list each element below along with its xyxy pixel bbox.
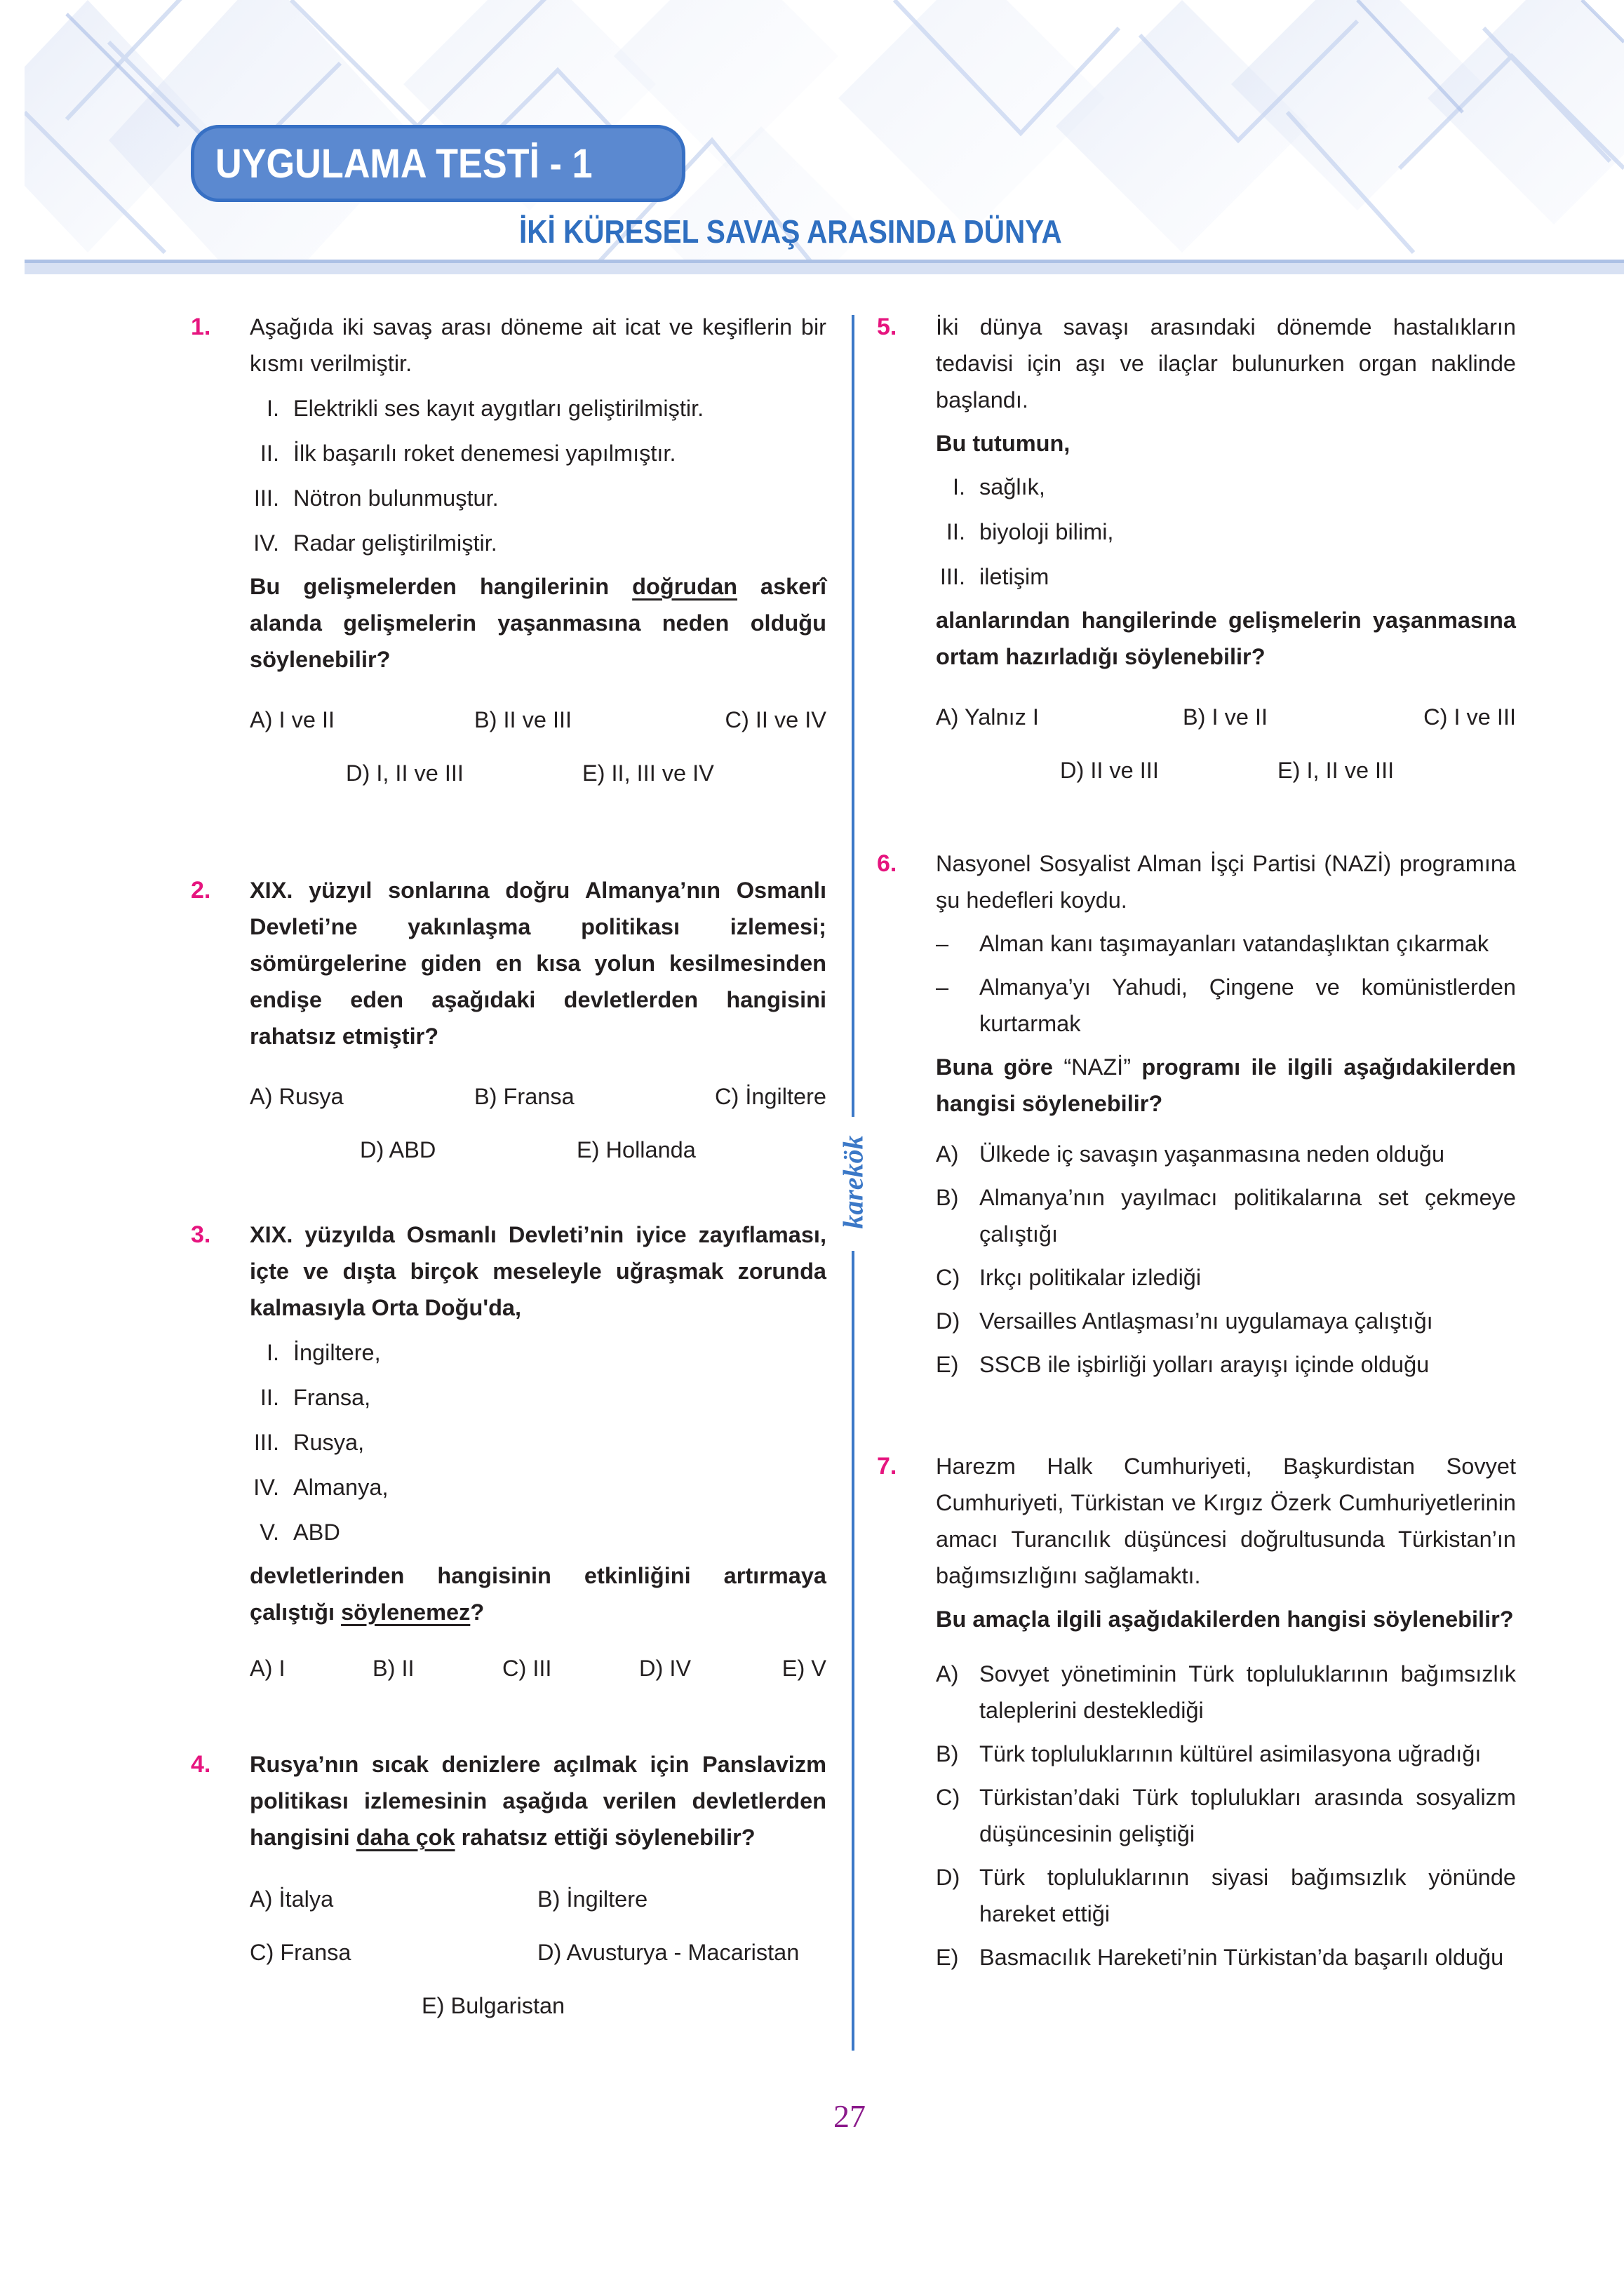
list-item: III. iletişim [939, 564, 1049, 589]
choice-c[interactable]: C) Türkistan’daki Türk toplulukları arasında sosyalizm düşüncesinin geliştiği [936, 1785, 1516, 1846]
choice-d[interactable]: D) ABD [360, 1137, 436, 1162]
list-item: I. İngiltere, [266, 1340, 381, 1365]
question-lead: Bu tutumun, [936, 431, 1071, 456]
answer-choices-row-1 [250, 1881, 826, 1934]
column-divider-bottom [852, 1251, 854, 2051]
test-title-badge [191, 125, 685, 202]
choice-a[interactable]: A) I ve II [250, 707, 335, 732]
question-number: 5. [877, 314, 897, 340]
answer-choices-row-3 [250, 1987, 826, 2041]
choice-b[interactable]: B) Fransa [474, 1084, 575, 1109]
choice-b[interactable]: B) I ve II [1183, 704, 1268, 730]
list-item: – Almanya’yı Yahudi, Çingene ve komünistlerden kurtarmak [936, 974, 1516, 1036]
page-number: 27 [833, 2098, 866, 2134]
answer-choices-row-2 [250, 755, 826, 808]
answer-choices-row-1 [936, 699, 1516, 752]
question-prompt: Rusya’nın sıcak denizlere açılmak için Panslavizm politikası izlemesinin aşağıda verilen devletlerden hangisini daha çok rahatsız ettiği söylenebilir? [250, 1752, 826, 1850]
choice-e[interactable]: E) I, II ve III [1277, 758, 1395, 783]
choice-a[interactable]: A) Yalnız I [936, 704, 1039, 730]
question-stem: İki dünya savaşı arasındaki dönemde hastalıkların tedavisi için aşı ve ilaçlar bulunurken organ naklinde başlandı. [936, 314, 1516, 413]
answer-choices-row-1 [250, 1650, 826, 1703]
list-item: I. Elektrikli ses kayıt aygıtları geliştirilmiştir. [266, 396, 704, 421]
side-label: karekök [837, 1135, 869, 1229]
choice-e[interactable]: E) Bulgaristan [422, 1993, 565, 2018]
list-item: II. Fransa, [260, 1385, 371, 1410]
choice-e[interactable]: E) SSCB ile işbirliği yolları arayışı içinde olduğu [936, 1352, 1430, 1377]
choice-b[interactable]: B) II ve III [474, 707, 572, 732]
question-stem: Aşağıda iki savaş arası döneme ait icat ve keşiflerin bir kısmı verilmiştir. [250, 314, 826, 376]
answer-choices-row-1 [250, 702, 826, 755]
choice-e[interactable]: E) Hollanda [577, 1137, 696, 1162]
question-stem: Nasyonel Sosyalist Alman İşçi Partisi (NAZİ) programına şu hedefleri koydu. [936, 851, 1516, 913]
choice-a[interactable]: A) Ülkede iç savaşın yaşanmasına neden olduğu [936, 1141, 1445, 1167]
choice-e[interactable]: E) Basmacılık Hareketi’nin Türkistan’da başarılı olduğu [936, 1945, 1504, 1970]
choice-c[interactable]: C) İngiltere [715, 1084, 826, 1109]
question-number: 1. [191, 314, 211, 340]
answer-choices-row-2 [250, 1934, 826, 1987]
question-number: 4. [191, 1751, 211, 1778]
choice-c[interactable]: C) III [502, 1656, 552, 1681]
question-prompt: Buna göre “NAZİ” programı ile ilgili aşağıdakilerden hangisi söylenebilir? [936, 1054, 1516, 1116]
list-item: – Alman kanı taşımayanları vatandaşlıktan çıkarmak [936, 931, 1489, 956]
question-prompt: Bu amaçla ilgili aşağıdakilerden hangisi söylenebilir? [936, 1607, 1514, 1632]
list-item: III. Rusya, [253, 1430, 365, 1455]
choice-a[interactable]: A) Rusya [250, 1084, 344, 1109]
question-prompt: XIX. yüzyıl sonlarına doğru Almanya’nın Osmanlı Devleti’ne yakınlaşma politikası izlemesi; sömürgelerine giden en kısa yolun kesilmesinden endişe eden aşağıdaki devletlerden hangisini rahatsız etmiştir? [250, 878, 826, 1049]
choice-d[interactable]: D) II ve III [1060, 758, 1159, 783]
choice-b[interactable]: B) İngiltere [537, 1886, 648, 1912]
question-number: 2. [191, 877, 211, 904]
question-prompt: devletlerinden hangisinin etkinliğini artırmaya çalıştığı söylenemez? [250, 1563, 826, 1625]
test-title: UYGULAMA TESTİ - 1 [215, 140, 593, 187]
question-number: 3. [191, 1221, 211, 1248]
choice-b[interactable]: B) Türk topluluklarının kültürel asimilasyona uğradığı [936, 1741, 1482, 1766]
list-item: III. Nötron bulunmuştur. [253, 485, 499, 511]
choice-d[interactable]: D) Türk topluluklarının siyasi bağımsızlık yönünde hareket ettiği [936, 1865, 1516, 1926]
choice-e[interactable]: E) V [781, 1656, 826, 1681]
header-band [25, 263, 1624, 274]
choice-c[interactable]: C) II ve IV [725, 707, 826, 732]
question-stem: XIX. yüzyılda Osmanlı Devleti’nin iyice zayıflaması, içte ve dışta birçok meseleyle uğraşmak zorunda kalmasıyla Orta Doğu'da, [250, 1222, 826, 1320]
question-prompt: alanlarından hangilerinde gelişmelerin yaşanmasına ortam hazırladığı söylenebilir? [936, 608, 1516, 669]
list-item: II. İlk başarılı roket denemesi yapılmıştır. [260, 441, 676, 466]
choice-a[interactable]: A) İtalya [250, 1886, 334, 1912]
choice-a[interactable]: A) Sovyet yönetiminin Türk topluluklarının bağımsızlık taleplerini desteklediği [936, 1661, 1516, 1723]
question-number: 6. [877, 850, 897, 877]
choice-d[interactable]: D) IV [639, 1656, 692, 1681]
choice-b[interactable]: B) Almanya’nın yayılmacı politikalarına set çekmeye çalıştığı [936, 1185, 1516, 1247]
choice-e[interactable]: E) II, III ve IV [582, 760, 714, 786]
question-number: 7. [877, 1453, 897, 1480]
choice-c[interactable]: C) Fransa [250, 1940, 351, 1965]
choice-c[interactable]: C) Irkçı politikalar izlediği [936, 1265, 1202, 1290]
question-prompt: Bu gelişmelerden hangilerinin doğrudan askerî alanda gelişmelerin yaşanmasına neden olduğu söylenebilir? [250, 574, 827, 672]
choice-d[interactable]: D) I, II ve III [346, 760, 464, 786]
list-item: IV. Almanya, [253, 1475, 389, 1500]
question-stem: Harezm Halk Cumhuriyeti, Başkurdistan Sovyet Cumhuriyeti, Türkistan ve Kırgız Özerk Cumhuriyetlerinin amacı Turancılık düşüncesi doğrultusunda Türkistan’ın bağımsızlığını sağlamaktı. [936, 1454, 1516, 1588]
answer-choices-row-2 [250, 1132, 826, 1185]
column-divider-top [852, 315, 854, 1117]
list-item: IV. Radar geliştirilmiştir. [253, 530, 497, 556]
list-item: V. ABD [260, 1520, 340, 1545]
answer-choices-row-2 [936, 752, 1516, 805]
answer-choices-row-1 [250, 1078, 826, 1132]
choice-b[interactable]: B) II [373, 1656, 415, 1681]
list-item: II. biyoloji bilimi, [946, 519, 1114, 544]
choice-d[interactable]: D) Avusturya - Macaristan [537, 1940, 800, 1965]
choice-a[interactable]: A) I [250, 1656, 286, 1681]
choice-d[interactable]: D) Versailles Antlaşması’nı uygulamaya çalıştığı [936, 1308, 1433, 1334]
unit-title: İKİ KÜRESEL SAVAŞ ARASINDA DÜNYA [519, 213, 1062, 250]
list-item: I. sağlık, [952, 474, 1045, 499]
choice-c[interactable]: C) I ve III [1423, 704, 1516, 730]
